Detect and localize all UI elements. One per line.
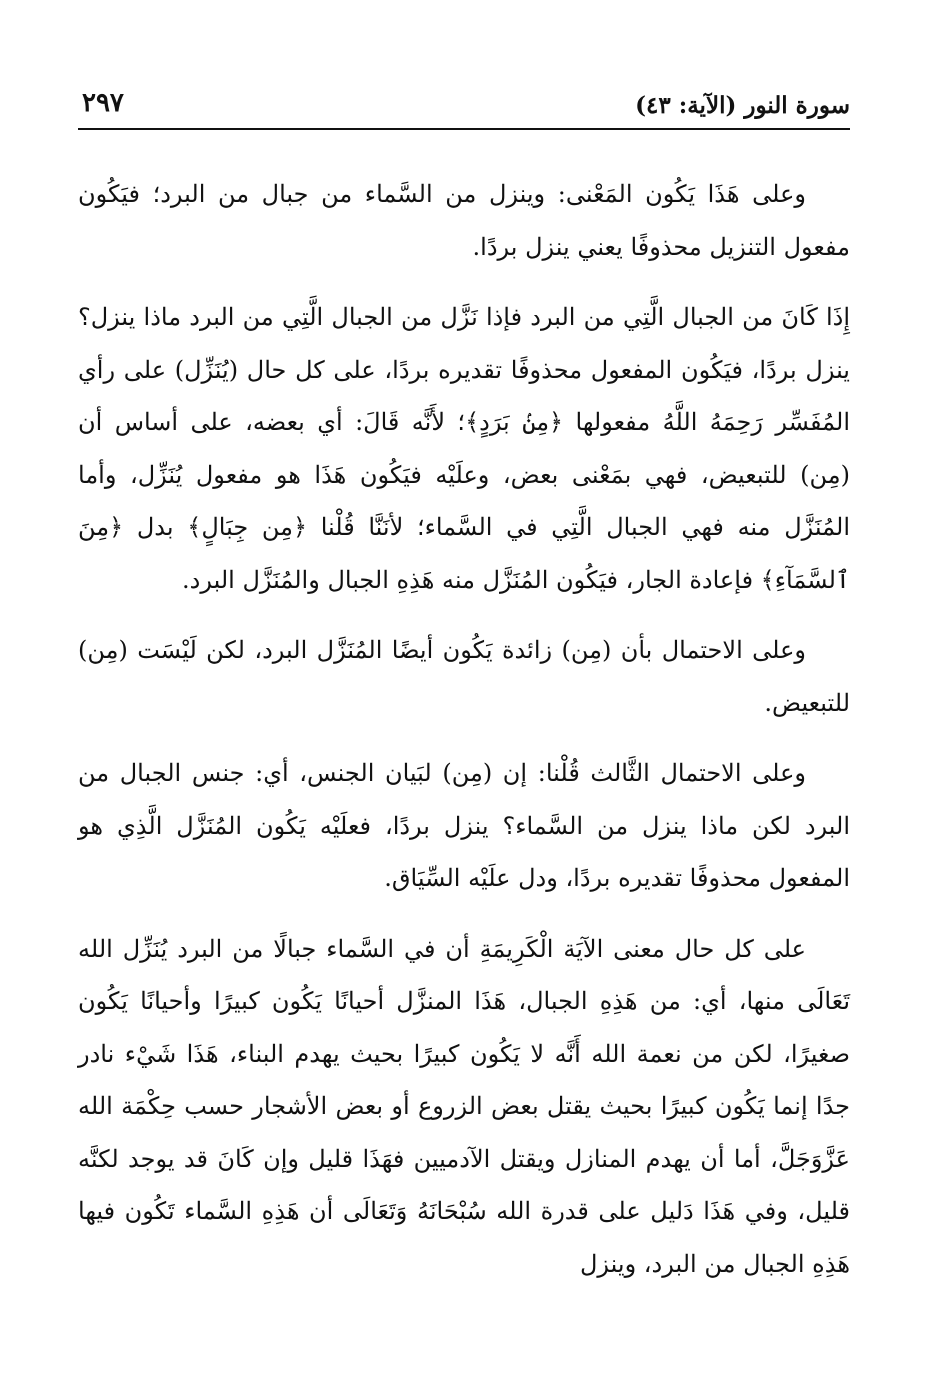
- paragraph-5: على كل حال معنى الآيَة الْكَرِيمَةِ أن في السَّماء جبالًا من البرد يُنَزِّل الله تَعَالَى منها، أي: من هَذِهِ الجبال، هَذَا المنزَّل أحيانًا يَكُون كبيرًا وأحيانًا يَكُون صغيرًا، لكن من نعمة الله أَنَّه لا يَكُون كبيرًا بحيث يهدم البناء، هَذَا شَيْء نادر جدًا إنما يَكُون كبيرًا بحيث يقتل بعض الزروع أو بعض الأشجار حسب حِكْمَة الله عَزَّوَجَلَّ، أما أن يهدم المنازل ويقتل الآدميين فهَذَا قليل وإن كَانَ قد يوجد لكنَّه قليل، وفي هَذَا دَليل على قدرة الله سُبْحَانَهُ وَتَعَالَى أن هَذِهِ السَّماء تَكُون فيها هَذِهِ الجبال من البرد، وينزل: [78, 934, 851, 1278]
- paragraph-4: وعلى الاحتمال الثَّالث قُلْنا: إن (مِن) لبَيان الجنس، أي: جنس الجبال من البرد لكن ماذا ينزل من السَّماء؟ ينزل بردًا، فعلَيْه يَكُون المُنَزَّل الَّذِي هو المفعول محذوفًا تقديره بردًا، ودل علَيْه السِّيَاق.: [78, 759, 850, 892]
- surah-title: سورة النور (الآية: ٤٣): [635, 92, 850, 119]
- paragraph-1: وعلى هَذَا يَكُون المَعْنى: وينزل من السَّماء من جبال من البرد؛ فيَكُون مفعول التنزيل محذوفًا يعني ينزل بردًا.: [78, 180, 850, 261]
- paragraph-3: وعلى الاحتمال بأن (مِن) زائدة يَكُون أيضًا المُنَزَّل البرد، لكن لَيْسَت (مِن) للتبعيض.: [78, 636, 850, 717]
- page-number: ٢٩٧: [82, 88, 124, 118]
- page-body: [78, 168, 850, 1308]
- page-header: [78, 88, 850, 130]
- header-divider: [78, 128, 850, 130]
- paragraph-2: إِذَا كَانَ من الجبال الَّتِي من البرد فإذا نَزَّل من الجبال الَّتِي من البرد ماذا ينزل؟ ينزل بردًا، فيَكُون المفعول محذوفًا تقديره بردًا، على كل حال (يُنَزِّل) على رأي المُفَسِّر رَحِمَهُ اللَّهُ مفعولها ﴿مِنۢ بَرَدٍ﴾؛ لأَنَّه قَالَ: أي بعضه، على أساس أن (مِن) للتبعيض، فهي بمَعْنى بعض، وعلَيْه فيَكُون هَذَا هو مفعول يُنَزِّل، وأما المُنَزَّل منه فهي الجبال الَّتِي في السَّماء؛ لأنَنَّا قُلْنا ﴿مِن جِبَالٍ﴾ بدل ﴿مِنَ ٱلسَّمَآءِ﴾ فإعادة الجار، فيَكُون المُنَزَّل منه هَذِهِ الجبال والمُنَزَّل البرد.: [78, 303, 851, 594]
